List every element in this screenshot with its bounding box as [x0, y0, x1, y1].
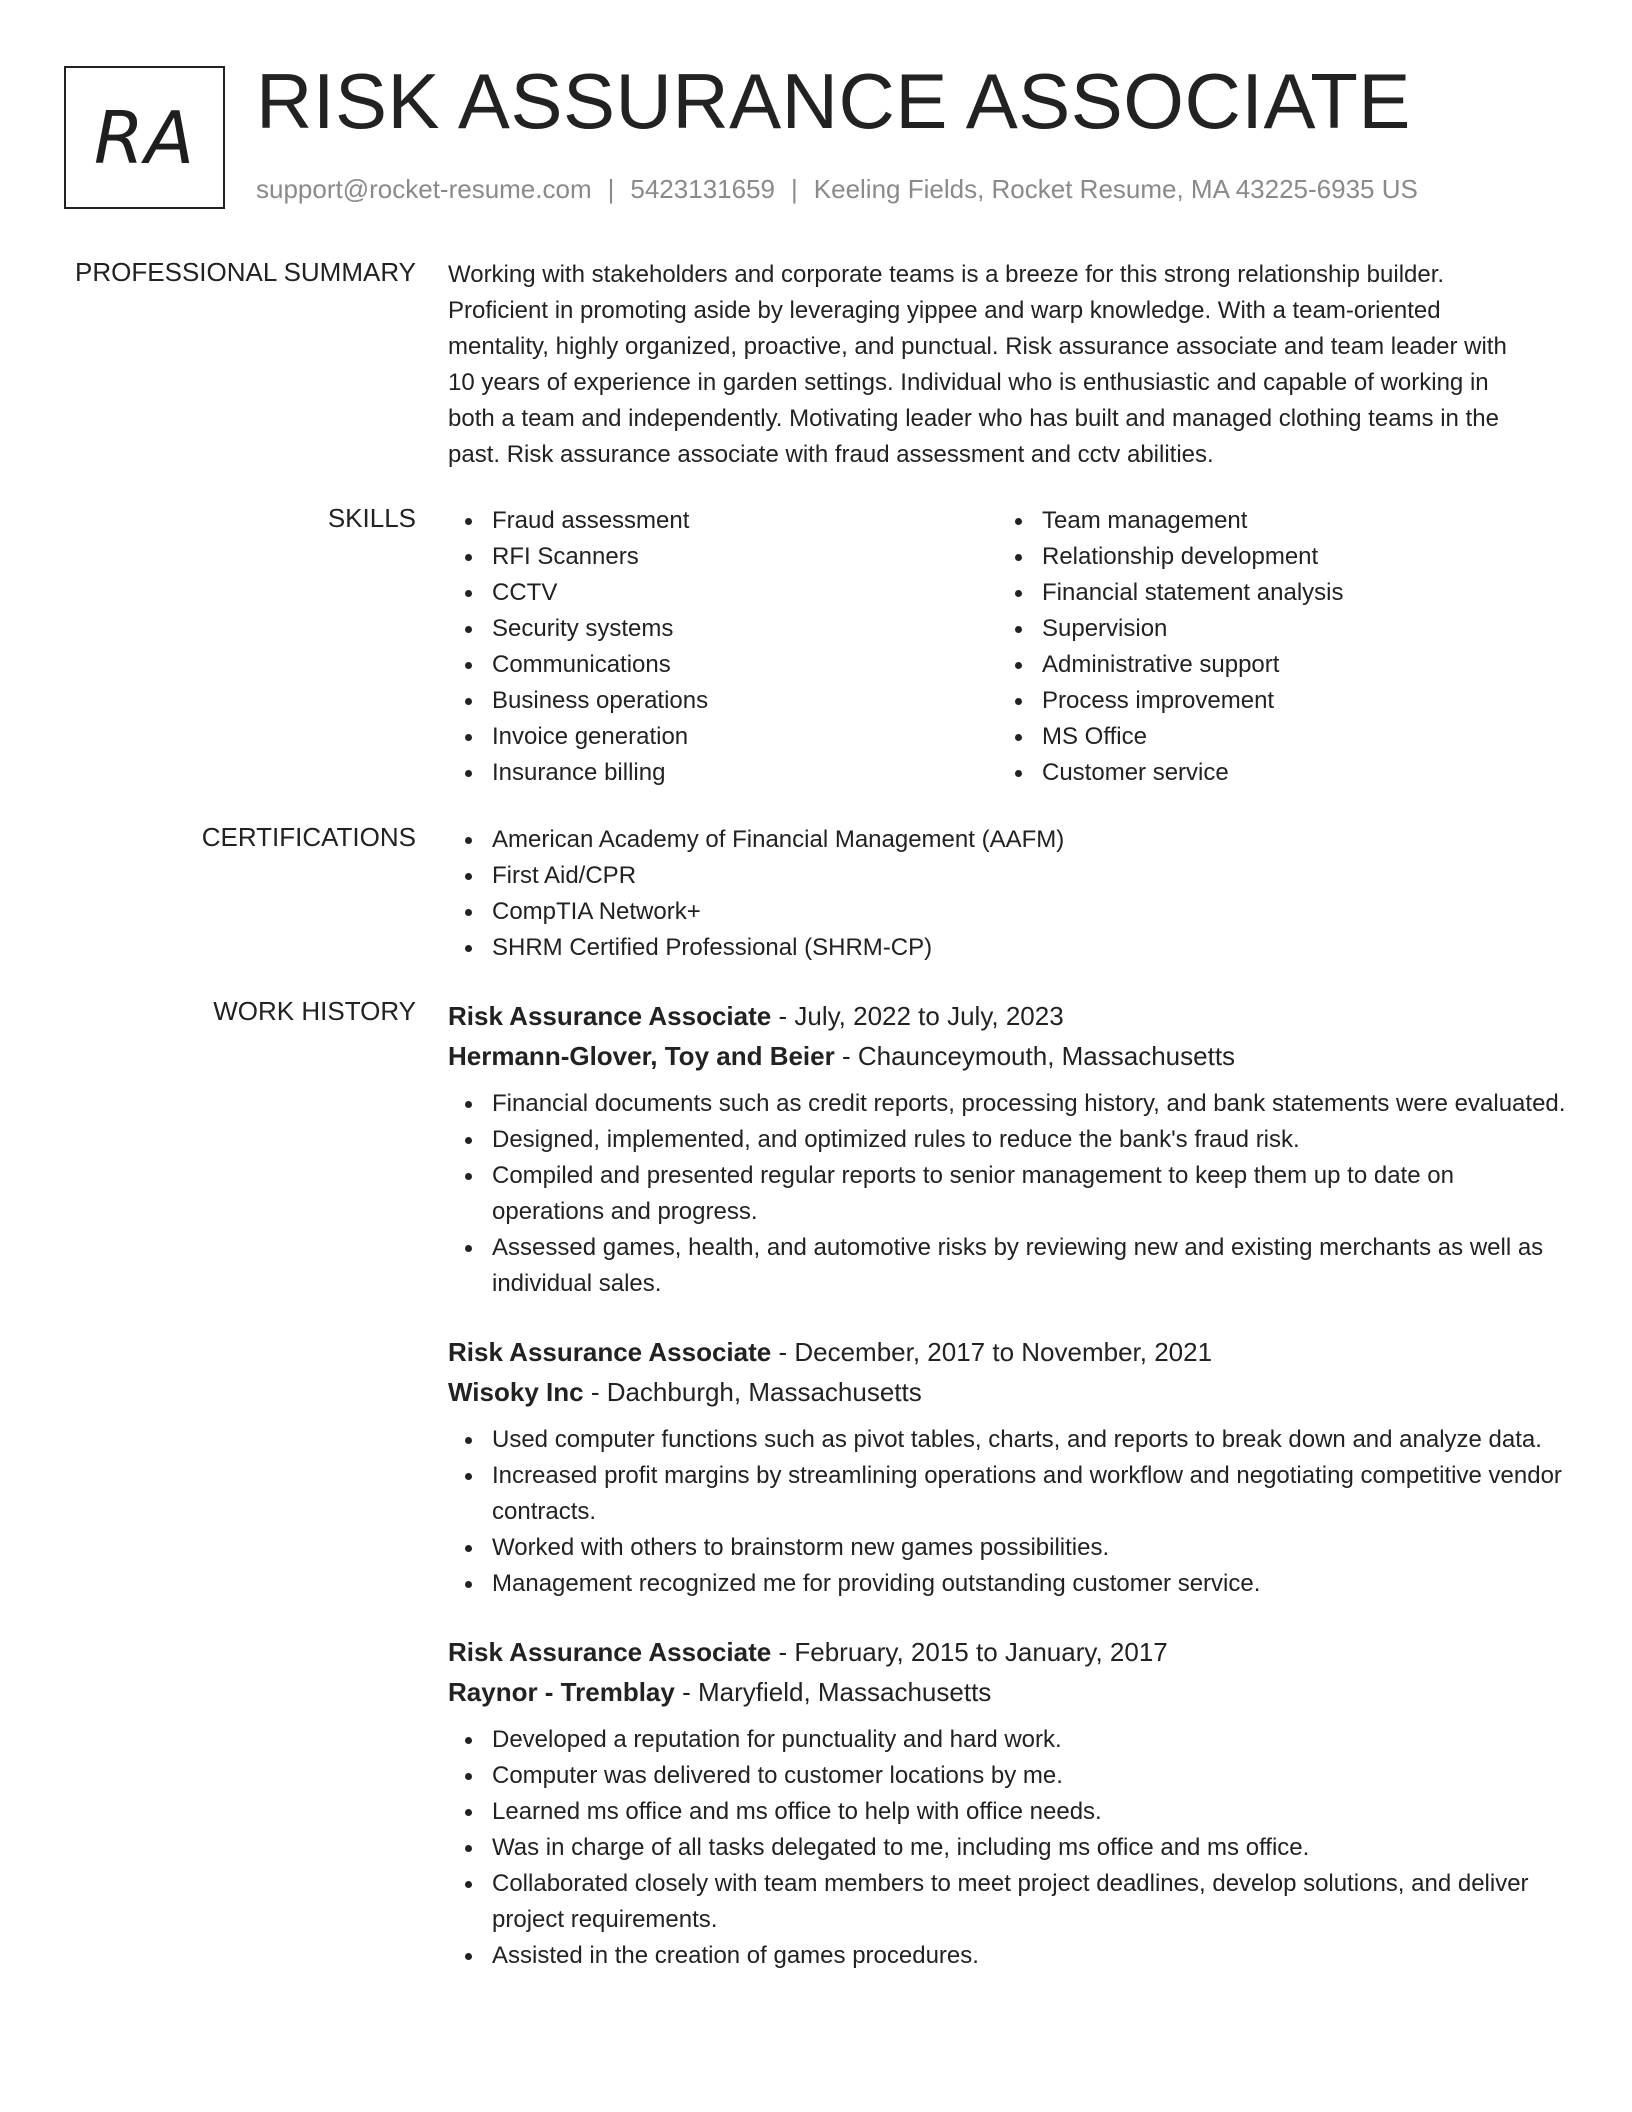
- skill-item: Team management: [998, 503, 1548, 539]
- contact-address: Keeling Fields, Rocket Resume, MA 43225-6935 US: [813, 174, 1418, 204]
- job-bullet: Developed a reputation for punctuality and hard work.: [448, 1722, 1568, 1758]
- skills-label: SKILLS: [327, 503, 416, 533]
- monogram-initials: RA: [93, 95, 196, 180]
- job-company-line: [448, 1372, 1568, 1412]
- job-bullet: Collaborated closely with team members to meet project deadlines, develop solutions, and deliver project requirements.: [448, 1866, 1568, 1938]
- skill-item: Security systems: [448, 611, 998, 647]
- work-history-label: WORK HISTORY: [213, 996, 416, 1026]
- job-bullet: Increased profit margins by streamlining operations and workflow and negotiating competitive vendor contracts.: [448, 1458, 1568, 1530]
- skill-item: Administrative support: [998, 647, 1548, 683]
- skill-item: Invoice generation: [448, 719, 998, 755]
- resume-title: RISK ASSURANCE ASSOCIATE: [256, 57, 1411, 145]
- skills-columns: [448, 503, 1568, 791]
- job-company-line: [448, 1672, 1568, 1712]
- job-bullets: [448, 1086, 1568, 1302]
- job-dates: - July, 2022 to July, 2023: [771, 1001, 1064, 1031]
- certification-item: First Aid/CPR: [448, 858, 1568, 894]
- job-bullet: Worked with others to brainstorm new games possibilities.: [448, 1530, 1568, 1566]
- job-bullet: Management recognized me for providing outstanding customer service.: [448, 1566, 1568, 1602]
- skill-item: CCTV: [448, 575, 998, 611]
- certification-item: CompTIA Network+: [448, 894, 1568, 930]
- certification-item: SHRM Certified Professional (SHRM-CP): [448, 930, 1568, 966]
- summary-line: 10 years of experience in garden settings. Individual who is enthusiastic and capable of working in: [448, 369, 1489, 396]
- job-bullet: Learned ms office and ms office to help with office needs.: [448, 1794, 1568, 1830]
- job-title-line: [448, 996, 1568, 1036]
- skill-item: Supervision: [998, 611, 1548, 647]
- job-bullet: Assessed games, health, and automotive risks by reviewing new and existing merchants as well as individual sales.: [448, 1230, 1568, 1302]
- job-bullet: Computer was delivered to customer locations by me.: [448, 1758, 1568, 1794]
- job-location: - Maryfield, Massachusetts: [674, 1677, 992, 1707]
- summary-line: both a team and independently. Motivating leader who has built and managed clothing teams in the: [448, 405, 1499, 432]
- certifications-list: [448, 822, 1568, 966]
- summary-line: Proficient in promoting aside by leveraging yippee and warp knowledge. With a team-oriented: [448, 297, 1441, 324]
- certifications-label: CERTIFICATIONS: [201, 822, 416, 852]
- contact-separator: |: [607, 174, 615, 204]
- skill-item: Financial statement analysis: [998, 575, 1548, 611]
- job-dates: - December, 2017 to November, 2021: [771, 1337, 1213, 1367]
- job-title-line: [448, 1632, 1568, 1672]
- skill-item: Customer service: [998, 755, 1548, 791]
- job-bullet: Financial documents such as credit reports, processing history, and bank statements were evaluated.: [448, 1086, 1568, 1122]
- skills-body: [448, 503, 1568, 791]
- contact-phone: 5423131659: [630, 174, 775, 204]
- contact-line: [256, 174, 1418, 205]
- job-bullet: Compiled and presented regular reports to senior management to keep them up to date on operations and progress.: [448, 1158, 1568, 1230]
- job-entry: [448, 1332, 1568, 1602]
- skill-item: Process improvement: [998, 683, 1548, 719]
- job-bullet: Was in charge of all tasks delegated to me, including ms office and ms office.: [448, 1830, 1568, 1866]
- job-company: Wisoky Inc: [448, 1377, 584, 1407]
- job-role: Risk Assurance Associate: [448, 1637, 772, 1667]
- skills-list-right: [998, 503, 1548, 791]
- job-bullet: Assisted in the creation of games procedures.: [448, 1938, 1568, 1974]
- job-title-line: [448, 1332, 1568, 1372]
- skill-item: Business operations: [448, 683, 998, 719]
- summary-line: past. Risk assurance associate with fraud assessment and cctv abilities.: [448, 441, 1214, 468]
- skill-item: Insurance billing: [448, 755, 998, 791]
- job-company: Raynor - Tremblay: [448, 1677, 675, 1707]
- skill-item: Communications: [448, 647, 998, 683]
- skill-item: Fraud assessment: [448, 503, 998, 539]
- job-entry: [448, 1632, 1568, 1974]
- job-location: - Chaunceymouth, Massachusetts: [834, 1041, 1236, 1071]
- work-history-body: [448, 996, 1568, 2004]
- contact-separator: |: [791, 174, 798, 204]
- certification-item: American Academy of Financial Management (AAFM): [448, 822, 1568, 858]
- job-bullets: [448, 1722, 1568, 1974]
- job-entry: [448, 996, 1568, 1302]
- job-location: - Dachburgh, Massachusetts: [583, 1377, 922, 1407]
- skill-item: MS Office: [998, 719, 1548, 755]
- job-dates: - February, 2015 to January, 2017: [771, 1637, 1168, 1667]
- job-role: Risk Assurance Associate: [448, 1001, 772, 1031]
- job-bullet: Designed, implemented, and optimized rules to reduce the bank's fraud risk.: [448, 1122, 1568, 1158]
- summary-line: mentality, highly organized, proactive, and punctual. Risk assurance associate and team leader with: [448, 333, 1507, 360]
- certifications-body: [448, 822, 1568, 966]
- skills-list-left: [448, 503, 998, 791]
- summary-label: PROFESSIONAL SUMMARY: [75, 257, 416, 287]
- job-bullets: [448, 1422, 1568, 1602]
- job-role: Risk Assurance Associate: [448, 1337, 772, 1367]
- contact-email: support@rocket-resume.com: [256, 174, 592, 204]
- skill-item: RFI Scanners: [448, 539, 998, 575]
- summary-line: Working with stakeholders and corporate teams is a breeze for this strong relationship builder.: [448, 261, 1445, 288]
- job-company-line: [448, 1036, 1568, 1076]
- monogram-box: [64, 66, 225, 209]
- job-bullet: Used computer functions such as pivot tables, charts, and reports to break down and analyze data.: [448, 1422, 1568, 1458]
- skill-item: Relationship development: [998, 539, 1548, 575]
- summary-text: [448, 257, 1568, 473]
- job-company: Hermann-Glover, Toy and Beier: [448, 1041, 835, 1071]
